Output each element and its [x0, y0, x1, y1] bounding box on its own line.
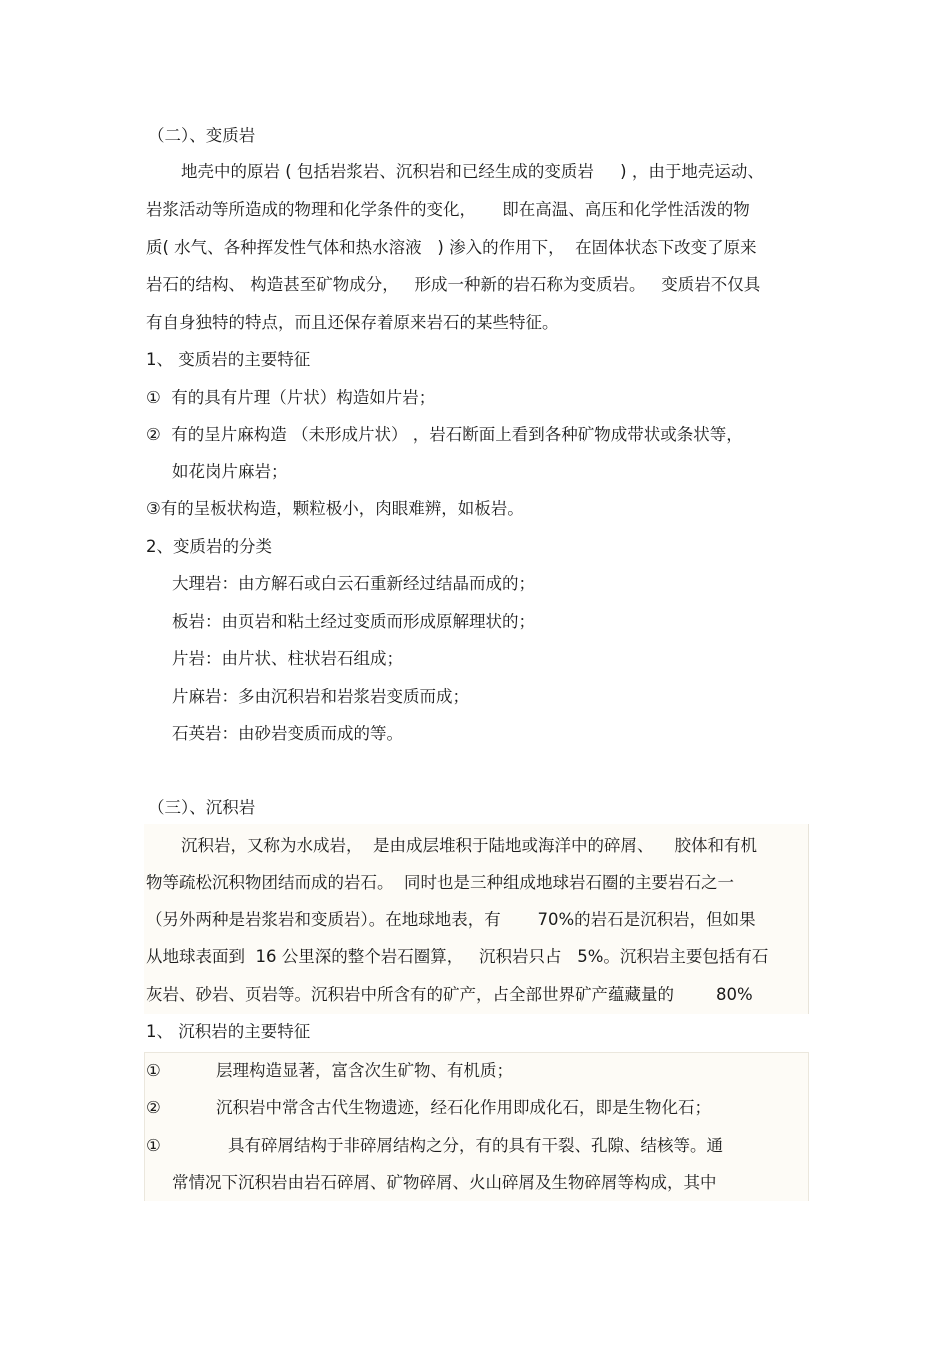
list-marker: ②: [146, 1098, 161, 1117]
list-marker: ①: [146, 1136, 161, 1155]
paragraph-line: （另外两种是岩浆岩和变质岩）。在地球地表，有 70%的岩石是沉积岩，但如果: [146, 910, 756, 929]
paragraph-line: 有自身独特的特点，而且还保存着原来岩石的某些特征。: [146, 313, 559, 332]
list-marker: ①: [146, 1061, 161, 1080]
paragraph-line: 地壳中的原岩 ( 包括岩浆岩、沉积岩和已经生成的变质岩 ) ，由于地壳运动、: [181, 162, 764, 181]
paragraph-line: 沉积岩，又称为水成岩， 是由成层堆积于陆地或海洋中的碎屑、 胶体和有机: [181, 836, 757, 855]
list-item: 具有碎屑结构于非碎屑结构之分，有的具有干裂、孔隙、结核等。通: [228, 1136, 723, 1155]
list-item: ② 有的呈片麻构造 （未形成片状） ，岩石断面上看到各种矿物成带状或条状等，: [146, 425, 743, 444]
class-item: 片岩：由片状、柱状岩石组成；: [172, 649, 403, 668]
paragraph-line: 质( 水气、各种挥发性气体和热水溶液 ) 渗入的作用下， 在固体状态下改变了原来: [146, 238, 757, 257]
list-item-continuation: 常情况下沉积岩由岩石碎屑、矿物碎屑、火山碎屑及生物碎屑等构成，其中: [172, 1173, 717, 1192]
list-item: ① 有的具有片理（片状）构造如片岩；: [146, 388, 436, 407]
paragraph-line: 从地球表面到 16 公里深的整个岩石圈算， 沉积岩只占 5%。沉积岩主要包括有石: [146, 947, 769, 966]
subheading-features: 1、 变质岩的主要特征: [146, 350, 311, 369]
list-item: 层理构造显著，富含次生矿物、有机质；: [216, 1061, 513, 1080]
list-item: 沉积岩中常含古代生物遗迹，经石化作用即成化石，即是生物化石；: [216, 1098, 711, 1117]
subheading-classification: 2、变质岩的分类: [146, 537, 272, 556]
paragraph-line: 岩石的结构、 构造甚至矿物成分， 形成一种新的岩石称为变质岩。 变质岩不仅具: [146, 275, 761, 294]
list-item: ③有的呈板状构造，颗粒极小，肉眼难辨，如板岩。: [146, 499, 524, 518]
class-item: 片麻岩：多由沉积岩和岩浆岩变质而成；: [172, 687, 469, 706]
paragraph-line: 岩浆活动等所造成的物理和化学条件的变化， 即在高温、高压和化学性活泼的物: [146, 200, 750, 219]
paragraph-line: 物等疏松沉积物团结而成的岩石。 同时也是三种组成地球岩石圈的主要岩石之一: [146, 873, 734, 892]
class-item: 石英岩：由砂岩变质而成的等。: [172, 724, 403, 743]
class-item: 板岩：由页岩和粘土经过变质而形成原解理状的；: [172, 612, 535, 631]
paragraph-line: 灰岩、砂岩、页岩等。沉积岩中所含有的矿产，占全部世界矿产蕴藏量的 80%: [146, 985, 753, 1004]
section-heading-sedimentary: （三）、沉积岩: [148, 798, 256, 817]
list-item-continuation: 如花岗片麻岩；: [172, 462, 288, 481]
section-heading-metamorphic: （二）、变质岩: [148, 126, 256, 145]
class-item: 大理岩：由方解石或白云石重新经过结晶而成的；: [172, 574, 535, 593]
subheading-features: 1、 沉积岩的主要特征: [146, 1022, 311, 1041]
